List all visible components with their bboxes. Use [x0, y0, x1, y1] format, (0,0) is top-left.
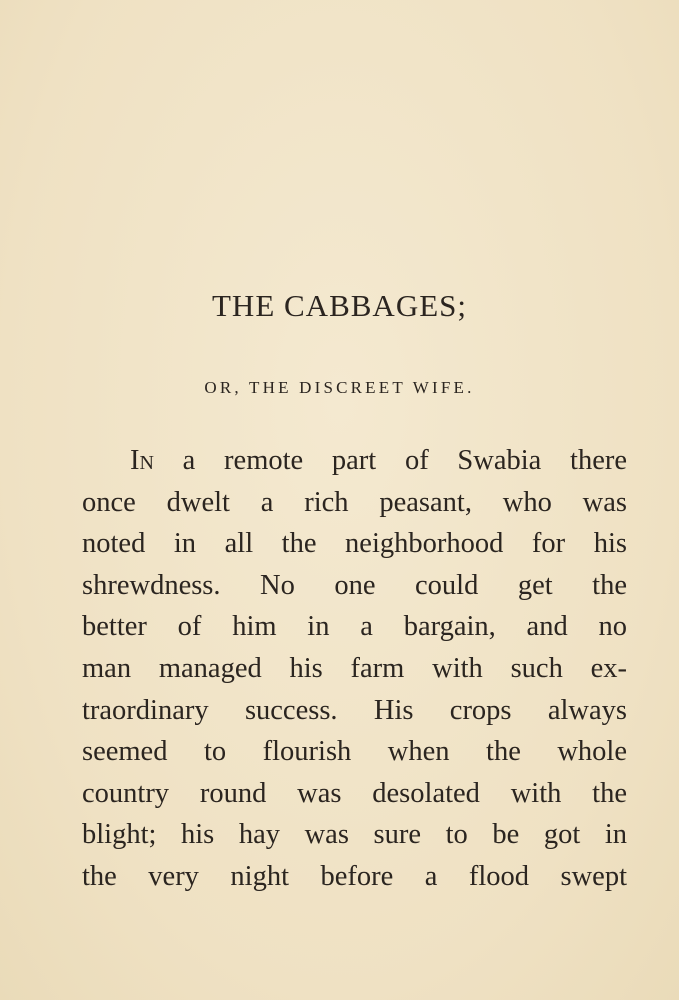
- text-line-2: once dwelt a rich peasant, who was: [82, 486, 627, 518]
- text-line-1: [82, 440, 627, 482]
- text-line-3: noted in all the neighborhood for his: [82, 528, 627, 560]
- text-line-11: the very night before a flood swept: [82, 860, 627, 892]
- text-line-1-content: a remote part of Swabia there: [182, 445, 628, 476]
- text-line-10: blight; his hay was sure to be got in: [82, 819, 627, 851]
- text-line-7: traordinary success. His crops always: [82, 694, 627, 726]
- text-line-8: seemed to flourish when the whole: [82, 736, 627, 768]
- opening-word: In: [130, 445, 154, 476]
- text-line-9: country round was desolated with the: [82, 777, 627, 809]
- body-paragraph: [82, 440, 627, 898]
- text-line-6: man managed his farm with such ex-: [82, 652, 627, 684]
- chapter-subtitle: OR, THE DISCREET WIFE.: [204, 378, 475, 397]
- chapter-title: THE CABBAGES;: [212, 288, 467, 323]
- text-line-4: shrewdness. No one could get the: [82, 569, 627, 601]
- text-line-5: better of him in a bargain, and no: [82, 611, 627, 643]
